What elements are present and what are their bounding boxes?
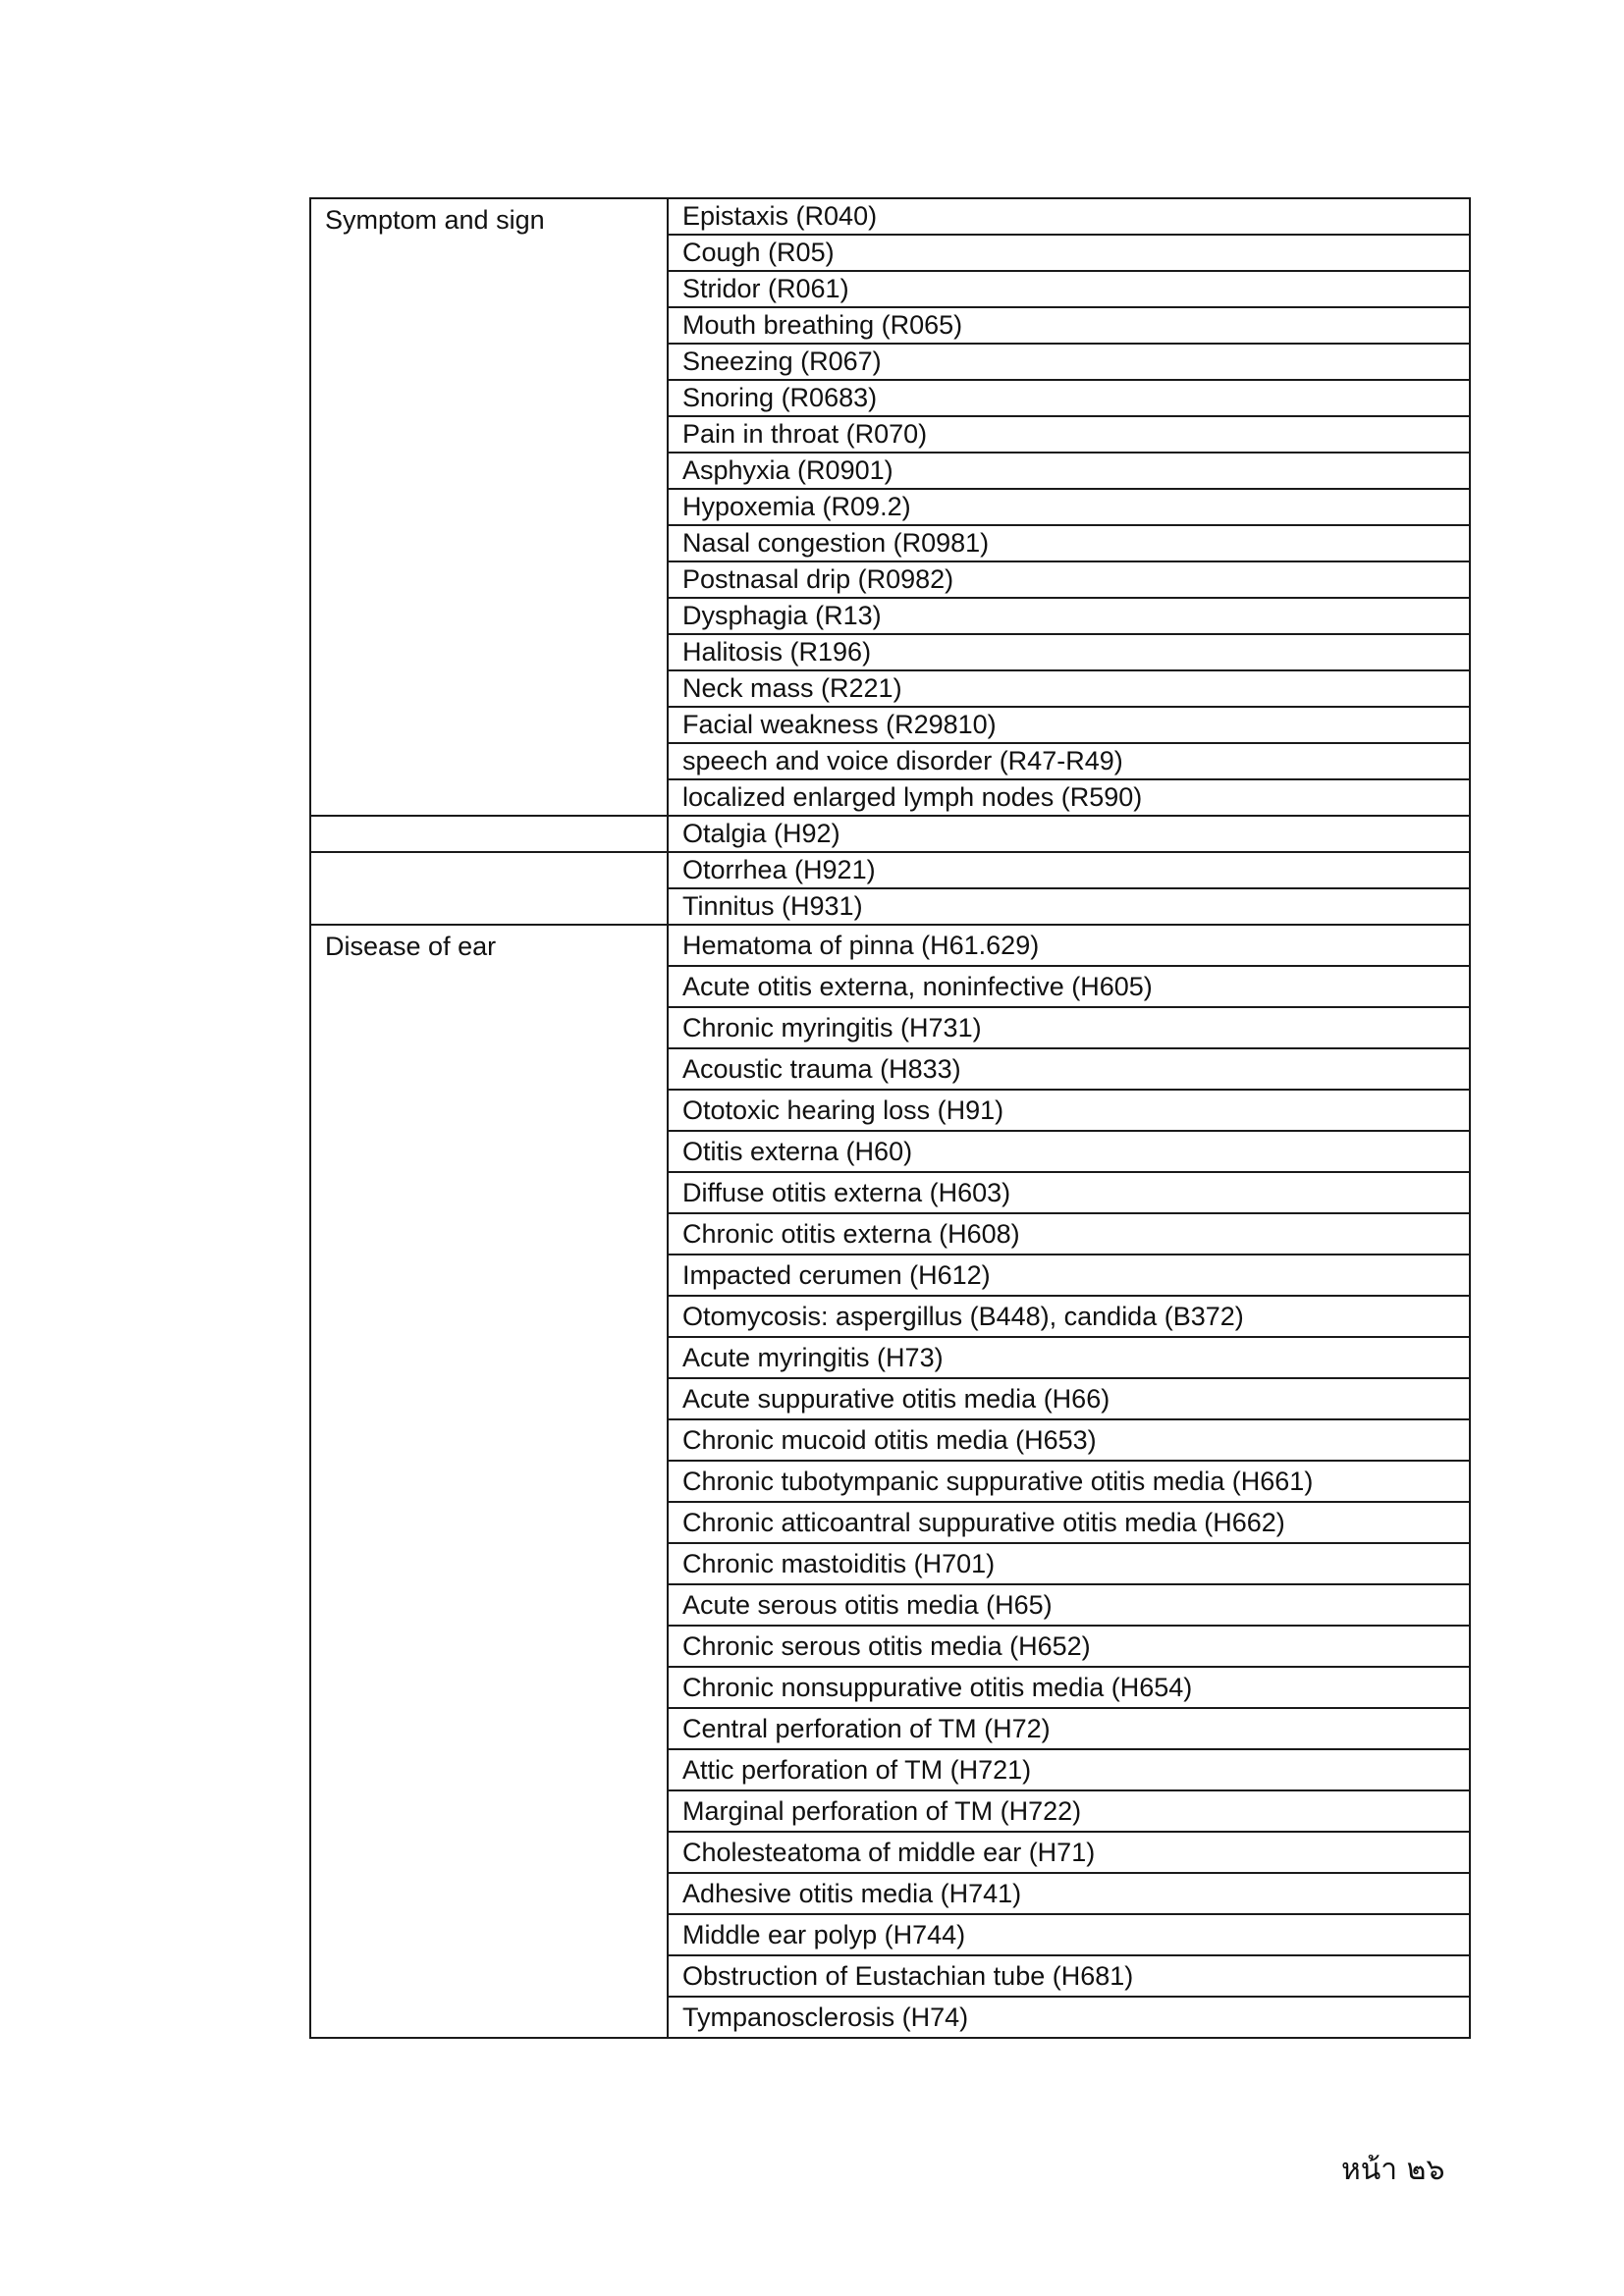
- diagnosis-cell: Diffuse otitis externa (H603): [668, 1172, 1470, 1213]
- diagnosis-cell: Otalgia (H92): [668, 816, 1470, 852]
- diagnosis-cell: Attic perforation of TM (H721): [668, 1749, 1470, 1790]
- diagnosis-cell: Tinnitus (H931): [668, 888, 1470, 925]
- category-cell: [310, 852, 668, 925]
- diagnosis-cell: Dysphagia (R13): [668, 598, 1470, 634]
- diagnosis-cell: Adhesive otitis media (H741): [668, 1873, 1470, 1914]
- diagnosis-cell: Asphyxia (R0901): [668, 453, 1470, 489]
- diagnosis-cell: Halitosis (R196): [668, 634, 1470, 670]
- diagnosis-cell: Sneezing (R067): [668, 344, 1470, 380]
- diagnosis-cell: Middle ear polyp (H744): [668, 1914, 1470, 1955]
- diagnosis-cell: Hematoma of pinna (H61.629): [668, 925, 1470, 966]
- diagnosis-cell: Central perforation of TM (H72): [668, 1708, 1470, 1749]
- diagnosis-cell: Pain in throat (R070): [668, 416, 1470, 453]
- diagnosis-cell: Chronic atticoantral suppurative otitis media (H662): [668, 1502, 1470, 1543]
- table-row: [310, 925, 1470, 966]
- diagnosis-cell: Impacted cerumen (H612): [668, 1255, 1470, 1296]
- diagnosis-cell: Snoring (R0683): [668, 380, 1470, 416]
- diagnosis-cell: localized enlarged lymph nodes (R590): [668, 779, 1470, 816]
- diagnosis-cell: Nasal congestion (R0981): [668, 525, 1470, 561]
- diagnosis-cell: Acoustic trauma (H833): [668, 1048, 1470, 1090]
- table-row: [310, 198, 1470, 235]
- table-body: [310, 198, 1470, 2038]
- diagnosis-cell: Cough (R05): [668, 235, 1470, 271]
- icd-code-table: [309, 197, 1471, 2039]
- diagnosis-cell: Acute serous otitis media (H65): [668, 1584, 1470, 1626]
- diagnosis-cell: Epistaxis (R040): [668, 198, 1470, 235]
- page-number: หน้า ๒๖: [1341, 2153, 1445, 2187]
- diagnosis-cell: Chronic serous otitis media (H652): [668, 1626, 1470, 1667]
- diagnosis-cell: Hypoxemia (R09.2): [668, 489, 1470, 525]
- table-row: [310, 852, 1470, 888]
- diagnosis-cell: Chronic nonsuppurative otitis media (H654): [668, 1667, 1470, 1708]
- diagnosis-cell: Acute suppurative otitis media (H66): [668, 1378, 1470, 1419]
- diagnosis-cell: Chronic mastoiditis (H701): [668, 1543, 1470, 1584]
- diagnosis-cell: Ototoxic hearing loss (H91): [668, 1090, 1470, 1131]
- diagnosis-cell: speech and voice disorder (R47-R49): [668, 743, 1470, 779]
- diagnosis-cell: Chronic myringitis (H731): [668, 1007, 1470, 1048]
- diagnosis-cell: Otorrhea (H921): [668, 852, 1470, 888]
- diagnosis-cell: Facial weakness (R29810): [668, 707, 1470, 743]
- diagnosis-cell: Marginal perforation of TM (H722): [668, 1790, 1470, 1832]
- diagnosis-cell: Stridor (R061): [668, 271, 1470, 307]
- diagnosis-cell: Mouth breathing (R065): [668, 307, 1470, 344]
- diagnosis-cell: Acute otitis externa, noninfective (H605): [668, 966, 1470, 1007]
- diagnosis-cell: Postnasal drip (R0982): [668, 561, 1470, 598]
- diagnosis-cell: Neck mass (R221): [668, 670, 1470, 707]
- category-cell: Symptom and sign: [310, 198, 668, 816]
- diagnosis-cell: Otomycosis: aspergillus (B448), candida (B372): [668, 1296, 1470, 1337]
- diagnosis-cell: Chronic mucoid otitis media (H653): [668, 1419, 1470, 1461]
- diagnosis-cell: Tympanosclerosis (H74): [668, 1997, 1470, 2038]
- diagnosis-cell: Chronic tubotympanic suppurative otitis media (H661): [668, 1461, 1470, 1502]
- diagnosis-cell: Acute myringitis (H73): [668, 1337, 1470, 1378]
- diagnosis-cell: Obstruction of Eustachian tube (H681): [668, 1955, 1470, 1997]
- diagnosis-cell: Cholesteatoma of middle ear (H71): [668, 1832, 1470, 1873]
- category-cell: Disease of ear: [310, 925, 668, 2038]
- table-row: [310, 816, 1470, 852]
- diagnosis-cell: Chronic otitis externa (H608): [668, 1213, 1470, 1255]
- category-cell: [310, 816, 668, 852]
- diagnosis-cell: Otitis externa (H60): [668, 1131, 1470, 1172]
